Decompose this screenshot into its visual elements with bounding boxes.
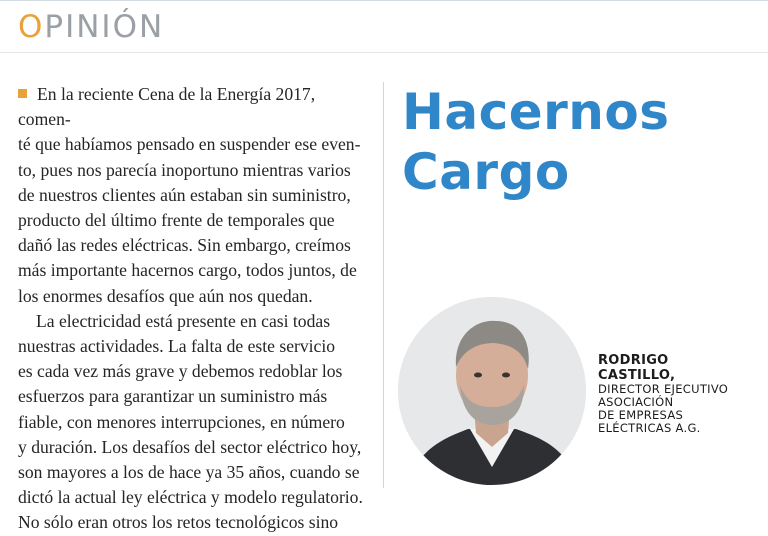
headline-line-1: Hacernos <box>402 83 670 141</box>
author-name-line-1: RODRIGO <box>598 353 669 368</box>
p2-line: nuestras actividades. La falta de este servicio <box>18 336 336 357</box>
p2-line: La electricidad está presente en casi todas <box>36 310 331 331</box>
p2-line: dictó la actual ley eléctrica y modelo regulatorio. <box>18 487 363 508</box>
author-role-line: ASOCIACIÓN <box>598 395 674 409</box>
p2-line: es cada vez más grave y debemos redoblar los <box>18 361 343 382</box>
p1-line: de nuestros clientes aún estaban sin suministro, <box>18 184 351 205</box>
author-role-line: DE EMPRESAS <box>598 408 684 422</box>
column-divider <box>383 82 384 488</box>
portrait-illustration <box>398 297 586 485</box>
author-role-line: ELÉCTRICAS A.G. <box>598 421 701 435</box>
p1-line: to, pues nos parecía inoportuno mientras varios <box>18 159 351 180</box>
author-role-line: DIRECTOR EJECUTIVO <box>598 382 729 396</box>
square-bullet-icon <box>18 89 27 98</box>
p1-line: dañó las redes eléctricas. Sin embargo, creímos <box>18 235 351 256</box>
paragraph-2 <box>18 309 363 536</box>
article-body <box>18 82 363 536</box>
section-title-rest: PINIÓN <box>44 9 165 45</box>
section-title <box>18 9 164 45</box>
p1-line: los enormes desafíos que aún nos quedan. <box>18 285 313 306</box>
section-title-initial: O <box>18 9 45 45</box>
p1-line: té que habíamos pensado en suspender ese even- <box>18 134 361 155</box>
p1-line: En la reciente Cena de la Energía 2017, comen- <box>18 84 316 130</box>
headline <box>402 82 762 202</box>
author-byline <box>598 353 768 435</box>
p2-line: fiable, con menores interrupciones, en número <box>18 411 345 432</box>
p2-line: y duración. Los desafíos del sector eléctrico hoy, <box>18 436 362 457</box>
author-name-line-2: CASTILLO, <box>598 368 676 383</box>
p1-line: producto del último frente de temporales que <box>18 210 335 231</box>
headline-line-2: Cargo <box>402 143 570 201</box>
p2-line: esfuerzos para garantizar un suministro más <box>18 386 328 407</box>
p1-line: más importante hacernos cargo, todos juntos, de <box>18 260 357 281</box>
p2-line: son mayores a los de hace ya 35 años, cuando se <box>18 462 360 483</box>
p2-line: No sólo eran otros los retos tecnológicos sino <box>18 512 339 533</box>
section-header <box>0 0 768 53</box>
paragraph-1 <box>18 82 363 309</box>
header-divider <box>0 52 768 53</box>
author-portrait <box>398 297 586 485</box>
